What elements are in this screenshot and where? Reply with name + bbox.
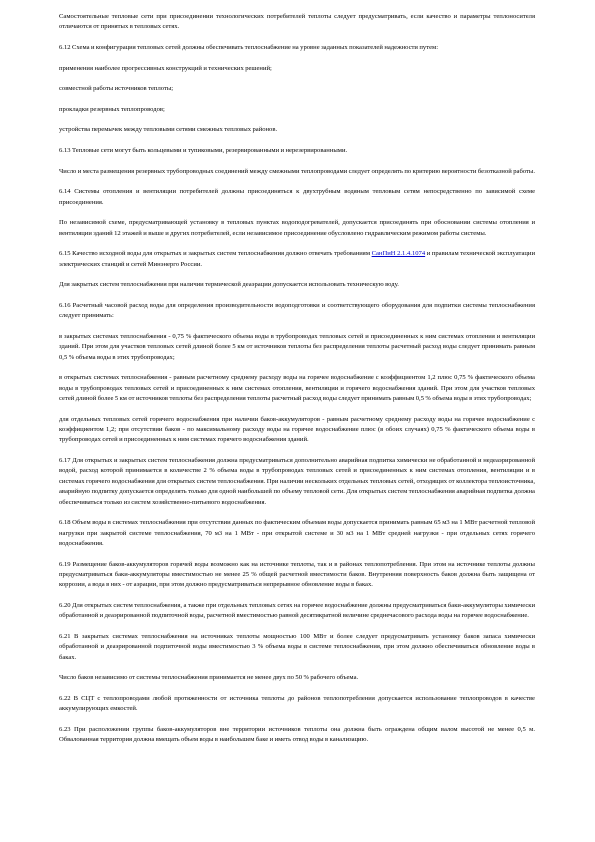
clause-6-22: 6.22 В СЦТ с теплопроводами любой протяженности от источника теплоты до районов теплопотребления допускается использование теплопроводов в качестве аккумулирующих емкостей. (59, 695, 535, 713)
clause-text: и правилам технической эксплуатации электрических станций и сетей Минэнерго России. (59, 250, 535, 268)
clause-6-19: 6.19 Размещение баков-аккумуляторов горячей воды возможно как на источнике теплоты, так и в районах теплопотребления. При этом на источнике теплоты должны предусматриваться баки-аккумуляторы вместимостью не менее 25 % общей расчетной вместимости баков. Внутренняя поверхность баков должна быть защищена от коррозии, а вода в них - от аэрации, при этом должно предусматриваться непрерывное обновление воды в баках. (59, 560, 535, 589)
list-item: для отдельных тепловых сетей горячего водоснабжения при наличии баков-аккумуляторов - равным расчетному среднему расходу воды на горячее водоснабжение с коэффициентом 1,2; при отсутствии баков - по максимальному расходу воды на горячее водоснабжение плюс (в обоих случаях) 0,75 % фактического объема воды в трубопроводах сетей и присоединенных к ним системах горячего водоснабжения зданий. (59, 415, 535, 444)
clause-6-18: 6.18 Объем воды в системах теплоснабжения при отсутствии данных по фактическим объемам воды допускается принимать равным 65 м3 на 1 МВт расчетной тепловой нагрузки при закрытой системе теплоснабжения, 70 м3 на 1 МВт - при открытой системе и 30 м3 на 1 МВт средней нагрузки - при отдельных сетях горячего водоснабжения. (59, 519, 535, 547)
clause-6-16: 6.16 Расчетный часовой расход воды для определения производительности водоподготовки и соответствующего оборудования для подпитки системы теплоснабжения следует принимать: (59, 301, 535, 320)
clause-6-13: 6.13 Тепловые сети могут быть кольцевыми и тупиковыми, резервированными и нерезервированными. (59, 146, 348, 154)
clause-6-21: 6.21 В закрытых системах теплоснабжения на источниках теплоты мощностью 100 МВт и более следует предусматривать установку баков запаса химически обработанной и деаэрированной подпиточной воды вместимостью 3 % объема воды в системе теплоснабжения, при этом должно обеспечиваться обновление воды в баках. (59, 633, 535, 661)
list-item: устройства перемычек между тепловыми сетями смежных тепловых районов. (59, 126, 278, 134)
clause-6-14: 6.14 Системы отопления и вентиляции потребителей должны присоединяться к двухтрубным водяным тепловым сетям непосредственно по зависимой схеме присоединения. (59, 188, 535, 206)
list-item: применения наиболее прогрессивных конструкций и технических решений; (59, 64, 272, 72)
list-item: в закрытых системах теплоснабжения - 0,75 % фактического объема воды в трубопроводах тепловых сетей и присоединенных к ним системах отопления и вентиляции зданий. При этом для участков тепловых сетей длиной более 5 км от источников теплоты без распределения теплоты расчетный расход воды следует принимать равным 0,5 % объема воды в этих трубопроводах; (59, 332, 535, 361)
clause-6-17: 6.17 Для открытых и закрытых систем теплоснабжения должна предусматриваться дополнительно аварийная подпитка химически не обработанной и недеаэрированной водой, расход которой принимается в количестве 2 % объема воды в трубопроводах тепловых сетей и присоединенных к ним системах отопления, вентиляции и в системах горячего водоснабжения для открытых систем теплоснабжения. При наличии нескольких отдельных тепловых сетей, отходящих от коллектора теплоисточника, аварийную подпитку допускается определять только для одной наибольшей по объему тепловой сети. Для открытых систем теплоснабжения аварийная подпитка должна обеспечиваться только из систем хозяйственно-питьевого водоснабжения. (59, 456, 535, 506)
paragraph: Для закрытых систем теплоснабжения при наличии термической деаэрации допускается использовать техническую воду. (59, 281, 399, 289)
paragraph: Число баков независимо от системы теплоснабжения принимается не менее двух по 50 % рабочего объема. (59, 674, 359, 682)
paragraph: По независимой схеме, предусматривающей установку в тепловых пунктах водоподогревателей, допускается присоединять при обосновании системы отопления и вентиляции зданий 12 этажей и выше и других потребителей, если независимое присоединение обусловлено гидравлическим режимом работы системы. (59, 219, 535, 237)
clause-6-15 (59, 249, 535, 270)
paragraph-intro: Самостоятельные тепловые сети при присоединении технологических потребителей теплоты следует предусматривать, если качество и параметры теплоносителя отличаются от принятых в тепловых сетях. (59, 13, 535, 31)
list-item: совместной работы источников теплоты; (59, 85, 174, 93)
list-item: прокладки резервных теплопроводов; (59, 105, 165, 113)
sanpin-link[interactable]: СанПиН 2.1.4.1074 (371, 250, 426, 258)
clause-6-20: 6.20 Для открытых систем теплоснабжения, а также при отдельных тепловых сетях на горячее водоснабжение должны предусматриваться баки-аккумуляторы химически обработанной и деаэрированной подпиточной воды, расчетной вместимостью равной десятикратной величине среднечасового расхода воды на горячее водоснабжение. (59, 602, 535, 620)
paragraph: Число и места размещения резервных трубопроводных соединений между смежными теплопроводами следует определять по критерию вероятности безотказной работы. (59, 167, 535, 175)
list-item: в открытых системах теплоснабжения - равным расчетному среднему расходу воды на горячее водоснабжение с коэффициентом 1,2 плюс 0,75 % фактического объема воды в трубопроводах тепловых сетей и присоединенных к ним системах отопления, вентиляции и горячего водоснабжения зданий. При этом для участков тепловых сетей длиной более 5 км от источников теплоты без распределения теплоты расчетный расход воды следует принимать равным 0,5 % объема воды в этих трубопроводах; (59, 374, 535, 402)
clause-text: 6.15 Качество исходной воды для открытых и закрытых систем теплоснабжения должно отвечать требованиям (59, 250, 372, 258)
clause-6-12: 6.12 Схема и конфигурация тепловых сетей должны обеспечивать теплоснабжение на уровне заданных показателей надежности путем: (59, 44, 439, 51)
clause-6-23: 6.23 При расположении группы баков-аккумуляторов вне территории источников теплоты она должна быть ограждена общим валом высотой не менее 0,5 м. Обвалованная территория должна вмещать объем воды в наибольшем баке и иметь отвод воды в канализацию. (59, 726, 535, 744)
